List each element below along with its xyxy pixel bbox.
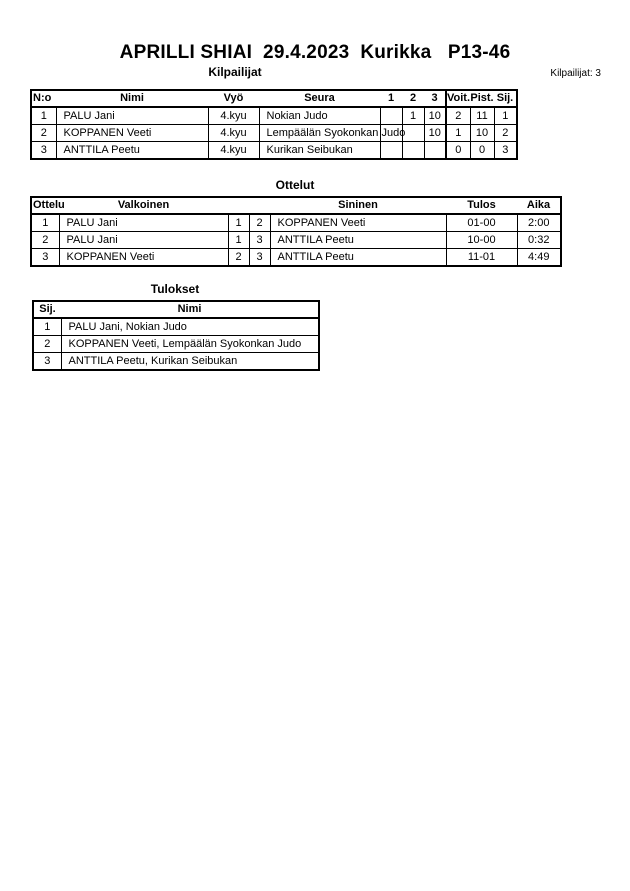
col-header-club: Seura <box>259 90 380 107</box>
cell-name: KOPPANEN Veeti <box>56 125 208 142</box>
cell-round2 <box>402 142 424 160</box>
result-row <box>33 318 319 336</box>
col-header-wins: Voit. <box>446 90 470 107</box>
cell-time: 2:00 <box>517 214 561 232</box>
col-header-blue: Sininen <box>270 197 446 214</box>
col-header-white: Valkoinen <box>59 197 228 214</box>
cell-wins: 2 <box>446 107 470 125</box>
cell-name: PALU Jani, Nokian Judo <box>61 318 319 336</box>
cell-points: 10 <box>470 125 494 142</box>
col-header-name: Nimi <box>56 90 208 107</box>
cell-blue-name: KOPPANEN Veeti <box>270 214 446 232</box>
match-row <box>31 249 561 267</box>
cell-blue-no: 3 <box>249 232 270 249</box>
matches-table <box>30 196 562 267</box>
col-header-blue-no <box>249 197 270 214</box>
col-header-points: Pist. <box>470 90 494 107</box>
col-header-place: Sij. <box>494 90 517 107</box>
result-row <box>33 336 319 353</box>
cell-result: 10-00 <box>446 232 517 249</box>
cell-blue-name: ANTTILA Peetu <box>270 249 446 267</box>
competitor-row <box>31 125 517 142</box>
col-header-round1: 1 <box>380 90 402 107</box>
cell-round3: 10 <box>424 107 446 125</box>
col-header-belt: Vyö <box>208 90 259 107</box>
cell-white-name: KOPPANEN Veeti <box>59 249 228 267</box>
competitors-table <box>30 89 518 160</box>
cell-place: 1 <box>33 318 61 336</box>
cell-points: 11 <box>470 107 494 125</box>
col-header-round2: 2 <box>402 90 424 107</box>
col-header-result: Tulos <box>446 197 517 214</box>
cell-white-no: 1 <box>228 214 249 232</box>
cell-place: 3 <box>494 142 517 160</box>
cell-place: 3 <box>33 353 61 371</box>
col-header-match: Ottelu <box>31 197 59 214</box>
cell-round2: 1 <box>402 107 424 125</box>
cell-result: 01-00 <box>446 214 517 232</box>
result-row <box>33 353 319 371</box>
cell-no: 3 <box>31 142 56 160</box>
cell-name: ANTTILA Peetu, Kurikan Seibukan <box>61 353 319 371</box>
cell-blue-no: 3 <box>249 249 270 267</box>
cell-match-no: 3 <box>31 249 59 267</box>
cell-place: 2 <box>33 336 61 353</box>
col-header-time: Aika <box>517 197 561 214</box>
cell-belt: 4.kyu <box>208 107 259 125</box>
col-header-round3: 3 <box>424 90 446 107</box>
matches-header-row <box>31 197 561 214</box>
cell-club: Kurikan Seibukan <box>259 142 380 160</box>
cell-result: 11-01 <box>446 249 517 267</box>
results-section-title: Tulokset <box>150 282 200 296</box>
cell-white-no: 2 <box>228 249 249 267</box>
competitor-row <box>31 107 517 125</box>
cell-wins: 0 <box>446 142 470 160</box>
col-header-no: N:o <box>31 90 56 107</box>
matches-section-title: Ottelut <box>275 178 315 192</box>
cell-match-no: 1 <box>31 214 59 232</box>
competitors-section-title: Kilpailijat <box>208 65 262 79</box>
cell-white-name: PALU Jani <box>59 214 228 232</box>
cell-wins: 1 <box>446 125 470 142</box>
col-header-name: Nimi <box>61 301 319 318</box>
cell-club: Lempäälän Syokonkan Judo <box>259 125 380 142</box>
cell-no: 2 <box>31 125 56 142</box>
competitors-header-row <box>31 90 517 107</box>
cell-round3 <box>424 142 446 160</box>
cell-place: 1 <box>494 107 517 125</box>
col-header-place: Sij. <box>33 301 61 318</box>
cell-name: KOPPANEN Veeti, Lempäälän Syokonkan Judo <box>61 336 319 353</box>
cell-match-no: 2 <box>31 232 59 249</box>
cell-round1 <box>380 107 402 125</box>
match-row <box>31 214 561 232</box>
cell-white-name: PALU Jani <box>59 232 228 249</box>
cell-club: Nokian Judo <box>259 107 380 125</box>
competitors-count: Kilpailijat: 3 <box>550 68 601 79</box>
results-header-row <box>33 301 319 318</box>
cell-no: 1 <box>31 107 56 125</box>
cell-round3: 10 <box>424 125 446 142</box>
cell-name: ANTTILA Peetu <box>56 142 208 160</box>
cell-blue-no: 2 <box>249 214 270 232</box>
match-row <box>31 232 561 249</box>
cell-time: 0:32 <box>517 232 561 249</box>
cell-points: 0 <box>470 142 494 160</box>
results-table <box>32 300 320 371</box>
cell-blue-name: ANTTILA Peetu <box>270 232 446 249</box>
cell-white-no: 1 <box>228 232 249 249</box>
cell-place: 2 <box>494 125 517 142</box>
page-title: APRILLI SHIAI 29.4.2023 Kurikka P13-46 <box>119 42 511 63</box>
cell-name: PALU Jani <box>56 107 208 125</box>
cell-belt: 4.kyu <box>208 125 259 142</box>
cell-round2 <box>402 125 424 142</box>
cell-round1 <box>380 142 402 160</box>
col-header-white-no <box>228 197 249 214</box>
cell-time: 4:49 <box>517 249 561 267</box>
competitor-row <box>31 142 517 160</box>
cell-belt: 4.kyu <box>208 142 259 160</box>
